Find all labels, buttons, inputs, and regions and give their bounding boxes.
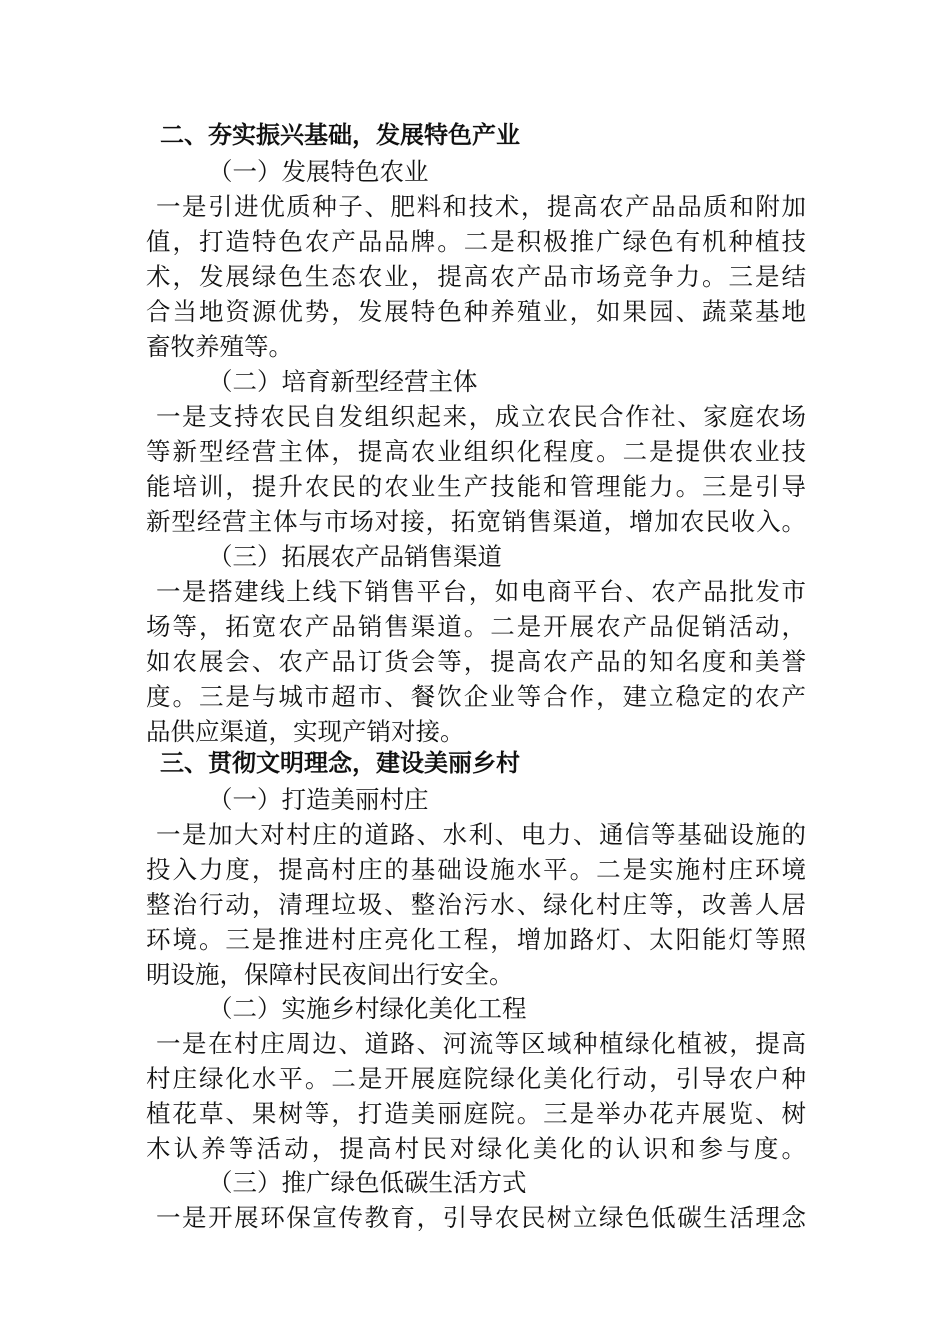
paragraph-line: 场等，拓宽农产品销售渠道。二是开展农产品促销活动， — [146, 612, 806, 641]
paragraph-line: 整治行动，清理垃圾、整治污水、绿化村庄等，改善人居 — [146, 890, 806, 919]
paragraph-line: 如农展会、农产品订货会等，提高农产品的知名度和美誉 — [146, 647, 806, 676]
paragraph-line: 值，打造特色农产品品牌。二是积极推广绿色有机种植技 — [146, 227, 806, 256]
paragraph-line: 植花草、果树等，打造美丽庭院。三是举办花卉展览、树 — [146, 1099, 806, 1128]
paragraph-line: 投入力度，提高村庄的基础设施水平。二是实施村庄环境 — [146, 855, 806, 884]
paragraph-line: 合当地资源优势，发展特色种养殖业，如果园、蔬菜基地 — [146, 297, 806, 326]
paragraph-line: 术，发展绿色生态农业，提高农产品市场竞争力。三是结 — [146, 262, 806, 291]
subsection-title: （三）推广绿色低碳生活方式 — [208, 1168, 527, 1197]
paragraph-line: 村庄绿化水平。二是开展庭院绿化美化行动，引导农户种 — [146, 1064, 806, 1093]
paragraph-line: 畜牧养殖等。 — [146, 332, 293, 361]
paragraph-line: 一是引进优质种子、肥料和技术，提高农产品品质和附加 — [156, 192, 806, 221]
subsection-title: （二）实施乡村绿化美化工程 — [208, 994, 527, 1023]
paragraph-line: 能培训，提升农民的农业生产技能和管理能力。三是引导 — [146, 472, 806, 501]
paragraph-line: 一是开展环保宣传教育，引导农民树立绿色低碳生活理念 — [156, 1203, 806, 1232]
paragraph-line: 明设施，保障村民夜间出行安全。 — [146, 960, 514, 989]
paragraph-line: 环境。三是推进村庄亮化工程，增加路灯、太阳能灯等照 — [146, 925, 806, 954]
paragraph-line: 新型经营主体与市场对接，拓宽销售渠道，增加农民收入。 — [146, 507, 806, 536]
paragraph-line: 一是加大对村庄的道路、水利、电力、通信等基础设施的 — [156, 820, 806, 849]
paragraph-line: 木认养等活动，提高村民对绿化美化的认识和参与度。 — [146, 1134, 806, 1163]
paragraph-line: 等新型经营主体，提高农业组织化程度。二是提供农业技 — [146, 437, 806, 466]
subsection-title: （三）拓展农产品销售渠道 — [208, 542, 502, 571]
section-heading: 三、贯彻文明理念，建设美丽乡村 — [160, 749, 520, 777]
paragraph-line: 品供应渠道，实现产销对接。 — [146, 717, 465, 746]
paragraph-line: 一是支持农民自发组织起来，成立农民合作社、家庭农场 — [156, 402, 806, 431]
subsection-title: （二）培育新型经营主体 — [208, 367, 478, 396]
subsection-title: （一）发展特色农业 — [208, 157, 429, 186]
section-heading: 二、夯实振兴基础，发展特色产业 — [160, 121, 520, 149]
paragraph-line: 一是搭建线上线下销售平台，如电商平台、农产品批发市 — [156, 577, 806, 606]
paragraph-line: 一是在村庄周边、道路、河流等区域种植绿化植被，提高 — [156, 1029, 806, 1058]
paragraph-line: 度。三是与城市超市、餐饮企业等合作，建立稳定的农产 — [146, 682, 806, 711]
subsection-title: （一）打造美丽村庄 — [208, 785, 429, 814]
